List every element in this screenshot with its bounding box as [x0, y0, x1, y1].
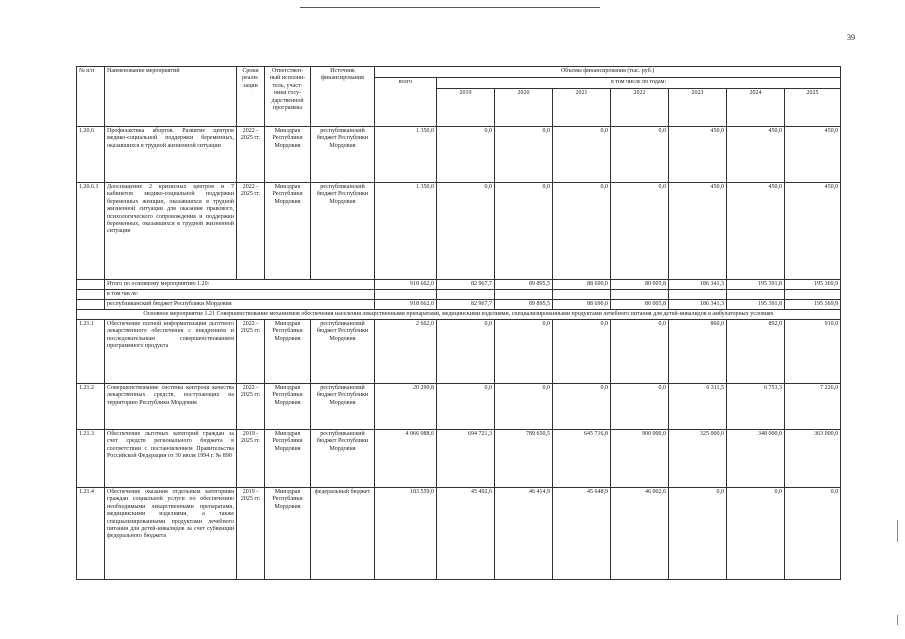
row-number: 1.21.2 — [77, 384, 105, 430]
total-year-value: 195 391,8 — [727, 300, 785, 310]
row-source: республиканский бюджет Республики Мордовия — [311, 320, 375, 384]
table-row — [77, 430, 841, 488]
row-number: 1.20.6.1 — [77, 183, 105, 280]
row-year-value: 892,0 — [727, 320, 785, 384]
row-name: Обеспечение полной информатизации льготного лекарственного обеспечения с внедрением и последовательным совершенствованием программного продукта — [105, 320, 237, 384]
header-year: 2022 — [611, 89, 669, 127]
row-executor: Минздрав Республики Мордовия — [265, 430, 311, 488]
row-source: федеральный бюджет — [311, 488, 375, 580]
row-year-value: 0,0 — [553, 183, 611, 280]
row-year-value: 0,0 — [437, 384, 495, 430]
row-term: 2022 - 2025 гг. — [237, 320, 265, 384]
row-year-value: 0,0 — [437, 127, 495, 183]
row-source: республиканский бюджет Республики Мордовия — [311, 384, 375, 430]
row-year-value: 0,0 — [437, 183, 495, 280]
header-volumes: Объемы финансирования (тыс. руб.) — [375, 67, 841, 78]
total-year-value — [669, 290, 727, 300]
row-source: республиканский бюджет Республики Мордовия — [311, 430, 375, 488]
row-term: 2019 - 2025 гг. — [237, 488, 265, 580]
row-year-value: 0,0 — [495, 384, 553, 430]
header-year: 2021 — [553, 89, 611, 127]
total-year-value: 89 895,5 — [495, 300, 553, 310]
total-year-value: 195 391,8 — [727, 280, 785, 290]
row-executor: Минздрав Республики Мордовия — [265, 488, 311, 580]
row-year-value: 7 226,0 — [785, 384, 841, 430]
row-term: 2022 - 2025 гг. — [237, 384, 265, 430]
row-executor: Минздрав Республики Мордовия — [265, 183, 311, 280]
row-total: 183 559,0 — [375, 488, 437, 580]
row-year-value: 45 492,6 — [437, 488, 495, 580]
row-total: 1 350,0 — [375, 183, 437, 280]
row-total: 2 662,0 — [375, 320, 437, 384]
row-year-value: 450,0 — [669, 183, 727, 280]
row-year-value: 900 000,0 — [611, 430, 669, 488]
table-row — [77, 488, 841, 580]
row-executor: Минздрав Республики Мордовия — [265, 127, 311, 183]
row-name: Обеспечение оказания отдельным категориям граждан социальной услуги по обеспечению необходимыми лекарственными препаратами, медицинскими изделиями, а также специализированными продуктами лечебного питания для детей-инвалидов за счет субвенции федерального бюджета — [105, 488, 237, 580]
total-row — [77, 290, 841, 300]
row-year-value: 0,0 — [553, 127, 611, 183]
header-year: 2024 — [727, 89, 785, 127]
header-year: 2019 — [437, 89, 495, 127]
total-year-value — [611, 290, 669, 300]
row-year-value: 450,0 — [669, 127, 727, 183]
row-year-value: 0,0 — [495, 127, 553, 183]
header-name: Наименование мероприятий — [105, 67, 237, 127]
row-year-value: 46 414,9 — [495, 488, 553, 580]
row-year-value: 0,0 — [553, 384, 611, 430]
row-term: 2022 - 2025 гг. — [237, 183, 265, 280]
total-sum: 918 662,0 — [375, 300, 437, 310]
row-year-value: 0,0 — [727, 488, 785, 580]
row-number: 1.21.4 — [77, 488, 105, 580]
header-year: 2025 — [785, 89, 841, 127]
total-year-value: 89 895,5 — [495, 280, 553, 290]
table-row — [77, 127, 841, 183]
row-year-value: 0,0 — [611, 127, 669, 183]
header-by-years: в том числе по годам: — [437, 78, 841, 89]
table-row — [77, 384, 841, 430]
row-year-value: 0,0 — [611, 384, 669, 430]
financing-table — [76, 66, 841, 580]
row-name: Совершенствование системы контроля качества лекарственных средств, поступающих на территорию Республики Мордовия — [105, 384, 237, 430]
row-year-value: 0,0 — [553, 320, 611, 384]
row-number: 1.21.1 — [77, 320, 105, 384]
row-year-value: 325 000,0 — [669, 430, 727, 488]
row-year-value: 694 721,3 — [437, 430, 495, 488]
row-number: 1.21.3 — [77, 430, 105, 488]
row-year-value: 789 650,5 — [495, 430, 553, 488]
total-year-value: 80 005,8 — [611, 300, 669, 310]
total-year-value: 82 967,7 — [437, 280, 495, 290]
total-row — [77, 300, 841, 310]
row-year-value: 0,0 — [785, 488, 841, 580]
total-year-value: 186 341,3 — [669, 280, 727, 290]
header-executor: Ответствен-ный исполни-тель, участ-ники госу-дарственной программы — [265, 67, 311, 127]
total-sum — [375, 290, 437, 300]
row-name: Обеспечение льготных категорий граждан за счет средств регионального бюджета в соответствии с постановлением Правительства Российской Федерации от 30 июля 1994 г. № 890 — [105, 430, 237, 488]
row-term: 2019 - 2025 гг. — [237, 430, 265, 488]
total-blank — [77, 290, 105, 300]
total-blank — [77, 300, 105, 310]
row-executor: Минздрав Республики Мордовия — [265, 320, 311, 384]
header-source: Источник финансирования — [311, 67, 375, 127]
row-total: 1 350,0 — [375, 127, 437, 183]
total-year-value: 186 341,3 — [669, 300, 727, 310]
row-executor: Минздрав Республики Мордовия — [265, 384, 311, 430]
row-year-value: 348 000,0 — [727, 430, 785, 488]
row-year-value: 450,0 — [727, 183, 785, 280]
row-year-value: 645 716,8 — [553, 430, 611, 488]
row-year-value: 363 000,0 — [785, 430, 841, 488]
header-year: 2023 — [669, 89, 727, 127]
total-year-value: 195 369,9 — [785, 280, 841, 290]
row-year-value: 6 311,5 — [669, 384, 727, 430]
total-year-value — [437, 290, 495, 300]
top-rule — [300, 7, 600, 8]
total-row — [77, 280, 841, 290]
header-terms: Сроки реали-зации — [237, 67, 265, 127]
row-source: республиканский бюджет Республики Мордовия — [311, 127, 375, 183]
row-year-value: 0,0 — [669, 488, 727, 580]
row-year-value: 0,0 — [611, 183, 669, 280]
table-row — [77, 320, 841, 384]
total-year-value: 82 967,7 — [437, 300, 495, 310]
row-year-value: 0,0 — [495, 320, 553, 384]
total-blank — [77, 280, 105, 290]
total-year-value: 88 690,0 — [553, 280, 611, 290]
row-year-value: 46 002,6 — [611, 488, 669, 580]
total-year-value — [785, 290, 841, 300]
total-year-value — [727, 290, 785, 300]
row-year-value: 0,0 — [437, 320, 495, 384]
header-total: всего — [375, 78, 437, 127]
page-number: 39 — [847, 33, 855, 42]
total-sum: 918 662,0 — [375, 280, 437, 290]
row-year-value: 45 648,9 — [553, 488, 611, 580]
row-year-value: 0,0 — [495, 183, 553, 280]
row-number: 1.20.6 — [77, 127, 105, 183]
total-year-value: 195 369,9 — [785, 300, 841, 310]
total-year-value — [553, 290, 611, 300]
section-title: Основное мероприятие 1.21 Совершенствование механизмов обеспечения населения лекарственными препаратами, медицинскими изделиями, специализированными продуктами лечебного питания для детей-инвалидов в амбулаторных условиях — [77, 310, 841, 320]
row-year-value: 6 753,3 — [727, 384, 785, 430]
total-label: в том числе: — [105, 290, 375, 300]
total-label: республиканский бюджет Республики Мордовия — [105, 300, 375, 310]
row-year-value: 450,0 — [727, 127, 785, 183]
total-year-value — [495, 290, 553, 300]
row-year-value: 0,0 — [611, 320, 669, 384]
total-label: Итого по основному мероприятию 1.20: — [105, 280, 375, 290]
row-total: 4 066 088,6 — [375, 430, 437, 488]
margin-mark — [897, 520, 898, 542]
row-source: республиканский бюджет Республики Мордовия — [311, 183, 375, 280]
row-year-value: 450,0 — [785, 183, 841, 280]
row-total: 20 290,8 — [375, 384, 437, 430]
row-term: 2022 - 2025 гг. — [237, 127, 265, 183]
header-year: 2020 — [495, 89, 553, 127]
margin-mark — [897, 615, 898, 625]
total-year-value: 80 005,8 — [611, 280, 669, 290]
row-name: Дооснащение 2 кризисных центров и 7 кабинетов медико-социальной поддержки беременных женщин, оказавшихся в трудной жизненной ситуации для оказания правового, психологического сопровождения и поддержки беременных, оказавшихся в трудной жизненной ситуации — [105, 183, 237, 280]
table-row — [77, 183, 841, 280]
row-year-value: 860,0 — [669, 320, 727, 384]
row-year-value: 450,0 — [785, 127, 841, 183]
section-row — [77, 310, 841, 320]
row-year-value: 910,0 — [785, 320, 841, 384]
total-year-value: 88 690,0 — [553, 300, 611, 310]
row-name: Профилактика абортов. Развитие центров медико-социальной поддержки беременных, оказавшихся в трудной жизненной ситуации — [105, 127, 237, 183]
header-num: № п/п — [77, 67, 105, 127]
